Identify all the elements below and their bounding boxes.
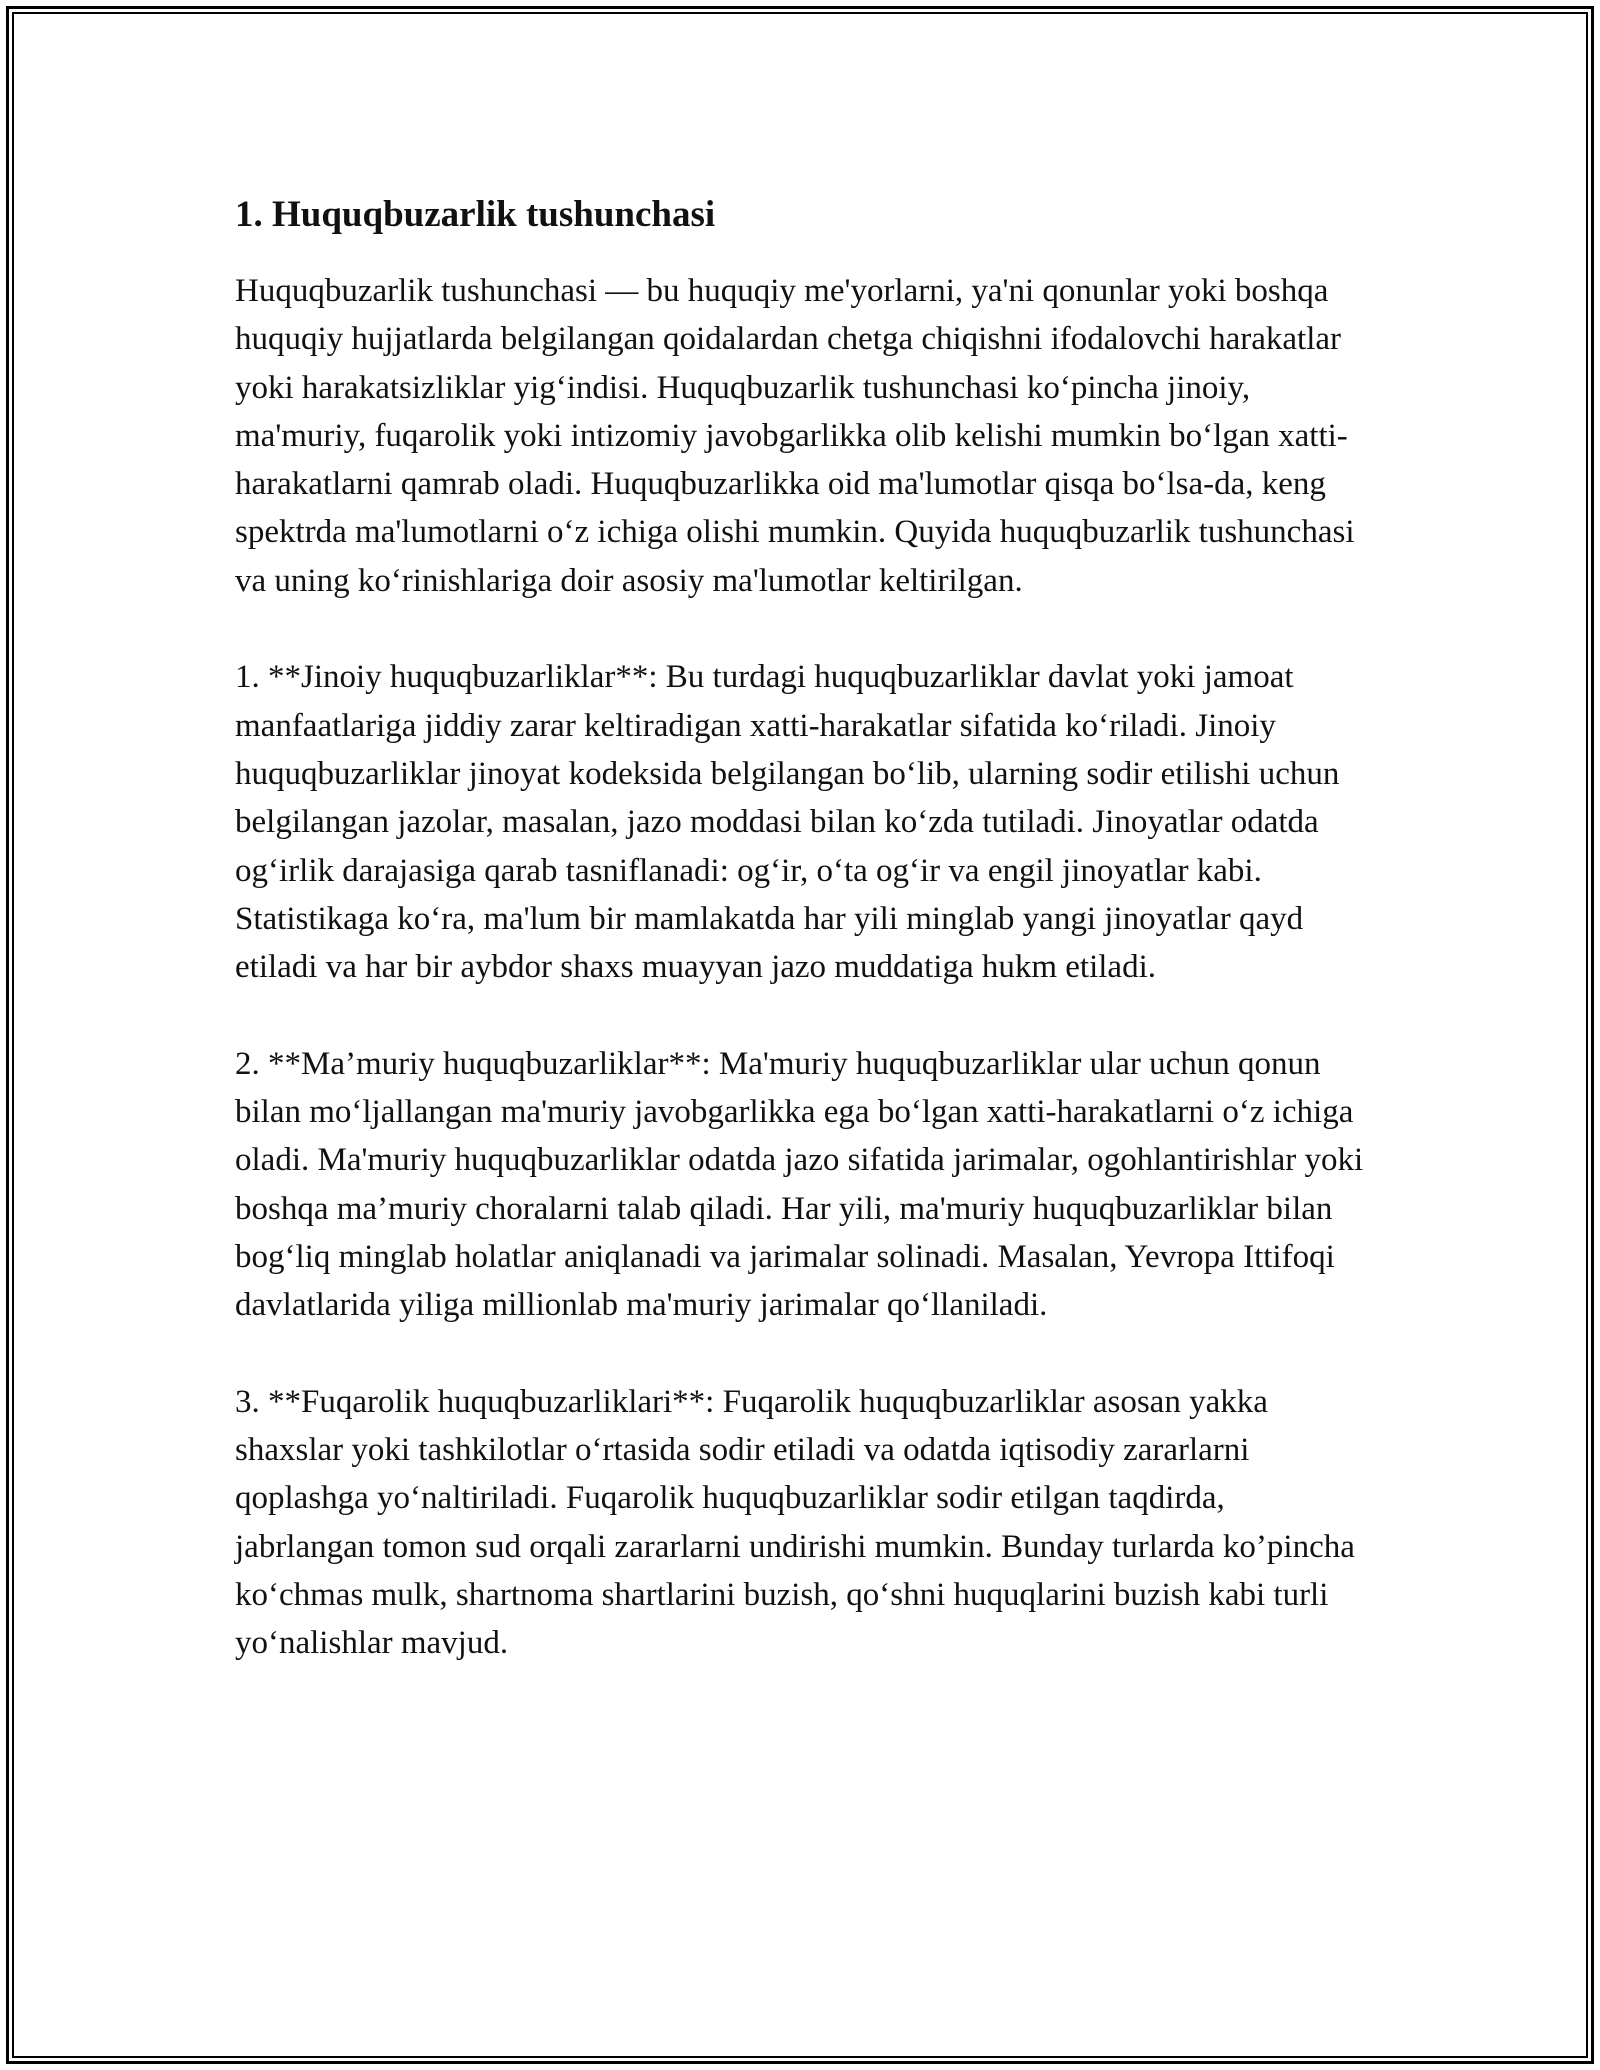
administrative-offenses-paragraph: 2. **Ma’muriy huquqbuzarliklar**: Ma'muriy huquqbuzarliklar ular uchun qonun bilan mo‘ljallangan ma'muriy javobgarlikka ega bo‘lgan xatti-harakatlarni o‘z ichiga oladi. Ma'muriy huquqbuzarliklar odatda jazo sifatida jarimalar, ogohlantirishlar yoki boshqa ma’muriy choralarni talab qiladi. Har yili, ma'muriy huquqbuzarliklar bilan bog‘liq minglab holatlar aniqlanadi va jarimalar solinadi. Masalan, Yevropa Ittifoqi davlatlarida yiliga millionlab ma'muriy jarimalar qo‘llaniladi. (235, 1045, 1364, 1324)
document-body (235, 185, 1370, 1716)
intro-paragraph: Huquqbuzarlik tushunchasi — bu huquqiy me'yorlarni, ya'ni qonunlar yoki boshqa huquqiy hujjatlarda belgilangan qoidalardan chetga chiqishni ifodalovchi harakatlar yoki harakatsizliklar yig‘indisi. Huquqbuzarlik tushunchasi ko‘pincha jinoiy, ma'muriy, fuqarolik yoki intizomiy javobgarlikka olib kelishi mumkin bo‘lgan xatti-harakatlarni qamrab oladi. Huquqbuzarlikka oid ma'lumotlar qisqa bo‘lsa-da, keng spektrda ma'lumotlarni o‘z ichiga olishi mumkin. Quyida huquqbuzarlik tushunchasi va uning ko‘rinishlariga doir asosiy ma'lumotlar keltirilgan. (235, 273, 1355, 599)
document-title: 1. Huquqbuzarlik tushunchasi (235, 194, 716, 235)
civil-offenses-paragraph: 3. **Fuqarolik huquqbuzarliklari**: Fuqarolik huquqbuzarliklar asosan yakka shaxslar yoki tashkilotlar o‘rtasida sodir etiladi va odatda iqtisodiy zararlarni qoplashga yo‘naltiriladi. Fuqarolik huquqbuzarliklar sodir etilgan taqdirda, jabrlangan tomon sud orqali zararlarni undirishi mumkin. Bunday turlarda ko’pincha ko‘chmas mulk, shartnoma shartlarini buzish, qo‘shni huquqlarini buzish kabi turli yo‘nalishlar mavjud. (235, 1383, 1355, 1662)
criminal-offenses-paragraph: 1. **Jinoiy huquqbuzarliklar**: Bu turdagi huquqbuzarliklar davlat yoki jamoat manfaatlariga jiddiy zarar keltiradigan xatti-harakatlar sifatida ko‘riladi. Jinoiy huquqbuzarliklar jinoyat kodeksida belgilangan bo‘lib, ularning sodir etilishi uchun belgilangan jazolar, masalan, jazo moddasi bilan ko‘zda tutiladi. Jinoyatlar odatda og‘irlik darajasiga qarab tasniflanadi: og‘ir, o‘ta og‘ir va engil jinoyatlar kabi. Statistikaga ko‘ra, ma'lum bir mamlakatda har yili minglab yangi jinoyatlar qayd etiladi va har bir aybdor shaxs muayyan jazo muddatiga hukm etiladi. (235, 659, 1340, 986)
